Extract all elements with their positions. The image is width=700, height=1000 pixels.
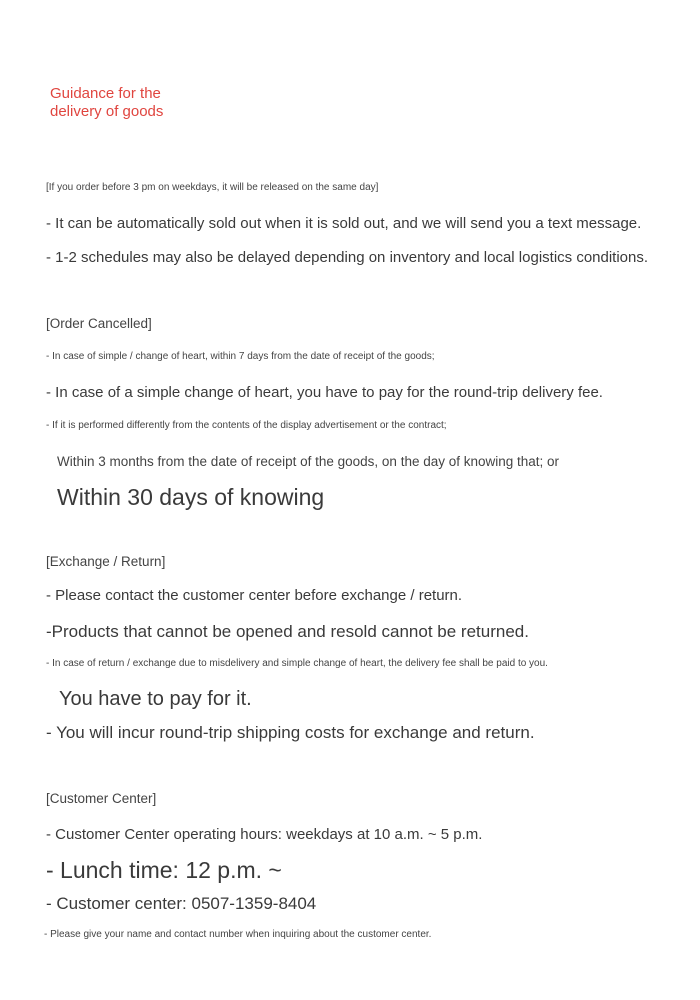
exchange-return-line-1: - Please contact the customer center before exchange / return. (46, 587, 463, 604)
exchange-return-header: [Exchange / Return] (46, 554, 166, 569)
order-cancelled-line-5: Within 30 days of knowing (57, 484, 325, 510)
customer-center-phone: - Customer center: 0507-1359-8404 (46, 894, 317, 913)
customer-center-hours: - Customer Center operating hours: weekdays at 10 a.m. ~ 5 p.m. (46, 826, 483, 843)
exchange-return-line-5: - You will incur round-trip shipping costs for exchange and return. (46, 723, 535, 742)
shipping-line-2: - 1-2 schedules may also be delayed depending on inventory and local logistics conditions. (46, 249, 649, 266)
customer-center-header: [Customer Center] (46, 791, 157, 806)
order-cancelled-line-2: - In case of a simple change of heart, you have to pay for the round-trip delivery fee. (46, 384, 603, 401)
order-cancelled-line-1: - In case of simple / change of heart, within 7 days from the date of receipt of the goods; (46, 351, 435, 362)
page-title-line-1: Guidance for the (50, 85, 161, 102)
customer-center-lunch: - Lunch time: 12 p.m. ~ (46, 857, 282, 883)
customer-center-note: - Please give your name and contact number when inquiring about the customer center. (44, 929, 432, 940)
page-title (50, 85, 163, 121)
order-cancelled-line-3: - If it is performed differently from the contents of the display advertisement or the contract; (46, 420, 447, 431)
page-title-line-2: delivery of goods (50, 103, 164, 120)
exchange-return-line-3: - In case of return / exchange due to misdelivery and simple change of heart, the delivery fee shall be paid to you. (46, 658, 548, 669)
exchange-return-line-4: You have to pay for it. (59, 688, 252, 710)
order-cancelled-header: [Order Cancelled] (46, 316, 152, 331)
exchange-return-line-2: -Products that cannot be opened and resold cannot be returned. (46, 622, 529, 641)
shipping-line-1: - It can be automatically sold out when it is sold out, and we will send you a text message. (46, 215, 642, 232)
shipping-header: [If you order before 3 pm on weekdays, it will be released on the same day] (46, 182, 379, 193)
order-cancelled-line-4: Within 3 months from the date of receipt of the goods, on the day of knowing that; or (57, 454, 560, 469)
